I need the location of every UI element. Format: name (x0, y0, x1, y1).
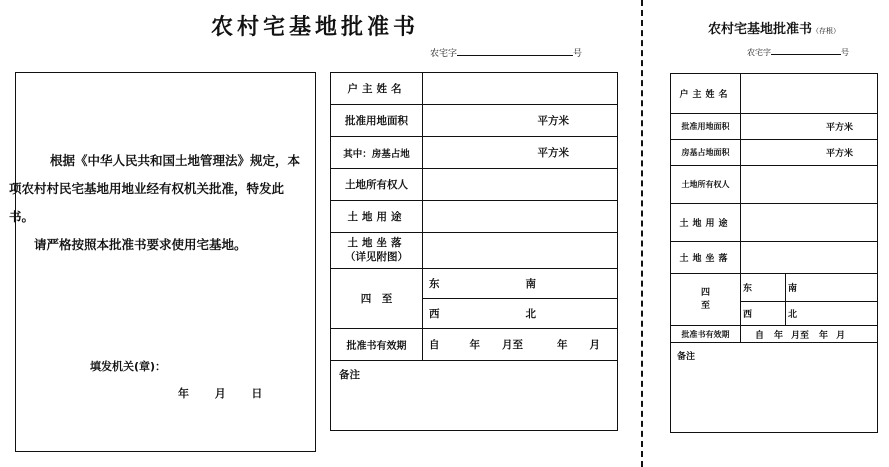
stub-west-field[interactable] (741, 302, 786, 326)
stub-number (747, 47, 849, 58)
approved-area-label: 批准用地面积 (331, 105, 423, 137)
land-location-label-line2: （详见附图） (345, 250, 408, 263)
number-suffix: 号 (573, 49, 583, 59)
stub-land-location-field[interactable] (741, 242, 878, 274)
issue-date-year: 年 (178, 387, 189, 400)
validity-month2: 月 (589, 339, 600, 351)
approval-text-line-2: 项农村村民宅基地用地业经有权机关批准，特发此 (9, 181, 285, 196)
owner-name-label: 户主姓名 (331, 73, 423, 105)
stub-north-label: 北 (788, 310, 798, 320)
west-label: 西 (429, 308, 440, 320)
stub-number-suffix: 号 (841, 48, 849, 57)
stub-validity-from: 自 (755, 330, 765, 341)
number-blank (457, 47, 573, 56)
stub-title-note: （存根） (812, 27, 841, 35)
house-area-label: 其中：房基占地 (331, 137, 423, 169)
owner-name-field[interactable] (423, 73, 618, 105)
stub-owner-name-label: 户主姓名 (671, 74, 741, 114)
stub-south-label: 南 (788, 284, 798, 294)
boundary-east-south[interactable] (423, 269, 618, 299)
boundaries-label: 四 至 (331, 269, 423, 329)
stub-land-location-label: 土地坐落 (671, 242, 741, 274)
validity-year2: 年 (557, 339, 568, 351)
stub-east-label: 东 (743, 284, 753, 294)
stub-west-label: 西 (743, 310, 753, 320)
stub-validity-field[interactable] (741, 326, 878, 343)
remarks-label: 备注 (339, 369, 360, 381)
stub-validity-month2: 月 (836, 330, 846, 341)
stub-boundaries-label-1: 四 (700, 287, 710, 298)
stub-east-field[interactable] (741, 274, 786, 302)
stub-number-prefix: 农宅字 (747, 48, 771, 57)
stub-approved-area-label: 批准用地面积 (671, 114, 741, 140)
stub-remarks-label: 备注 (677, 352, 696, 362)
stub-south-field[interactable] (786, 274, 878, 302)
stub-validity-label: 批准书有效期 (671, 326, 741, 343)
stub-approved-area-field[interactable]: 平方米 (741, 114, 878, 140)
stub-number-blank (771, 47, 841, 55)
stub-house-area-label: 房基占地面积 (671, 140, 741, 166)
stub-boundaries-label-2: 至 (700, 300, 710, 311)
issue-date-day: 日 (251, 387, 263, 400)
certificate-number (430, 46, 582, 59)
remarks-field[interactable] (331, 361, 618, 431)
stub-north-field[interactable] (786, 302, 878, 326)
issuer-label: 填发机关(章)： (90, 360, 167, 373)
stub-title-text: 农村宅基地批准书 (708, 22, 813, 37)
validity-from: 自 (429, 339, 440, 351)
approval-text-panel (9, 72, 316, 452)
approved-area-field[interactable]: 平方米 (423, 105, 618, 137)
validity-field[interactable] (423, 329, 618, 361)
boundary-west-north[interactable] (423, 299, 618, 329)
land-use-label: 土地用途 (331, 201, 423, 233)
usage-instruction: 请严格按照本批准书要求使用宅基地。 (34, 237, 247, 252)
east-label: 东 (429, 278, 440, 290)
validity-year1: 年 (469, 339, 480, 351)
number-prefix: 农宅字 (430, 49, 458, 59)
land-owner-label: 土地所有权人 (331, 169, 423, 201)
stub-table (670, 73, 878, 433)
validity-label: 批准书有效期 (331, 329, 423, 361)
stub-validity-to: 月至 (791, 330, 810, 341)
stub-land-use-field[interactable] (741, 204, 878, 242)
land-location-label (331, 233, 423, 269)
stub-house-area-field[interactable]: 平方米 (741, 140, 878, 166)
stub-remarks-field[interactable] (671, 343, 878, 433)
north-label: 北 (525, 308, 536, 320)
approval-text-line-3: 书。 (9, 209, 35, 224)
perforation-divider (641, 0, 643, 467)
stub-validity-year2: 年 (819, 330, 829, 341)
stub-land-owner-label: 土地所有权人 (671, 166, 741, 204)
issue-date-month: 月 (214, 387, 226, 400)
issue-date (178, 385, 262, 401)
house-area-field[interactable]: 平方米 (423, 137, 618, 169)
land-location-field[interactable] (423, 233, 618, 269)
stub-title (708, 18, 840, 37)
approval-text-line-1: 根据《中华人民共和国土地管理法》规定，本 (50, 153, 301, 168)
stub-owner-name-field[interactable] (741, 74, 878, 114)
stub-boundaries-label (671, 274, 741, 326)
certificate-title: 农村宅基地批准书 (210, 15, 419, 40)
stub-validity-year1: 年 (774, 330, 784, 341)
south-label: 南 (525, 278, 536, 290)
certificate-table (330, 72, 618, 431)
land-location-label-line1: 土地坐落 (347, 236, 406, 249)
land-owner-field[interactable] (423, 169, 618, 201)
stub-land-use-label: 土地用途 (671, 204, 741, 242)
stub-land-owner-field[interactable] (741, 166, 878, 204)
validity-to: 月至 (502, 339, 523, 351)
land-use-field[interactable] (423, 201, 618, 233)
